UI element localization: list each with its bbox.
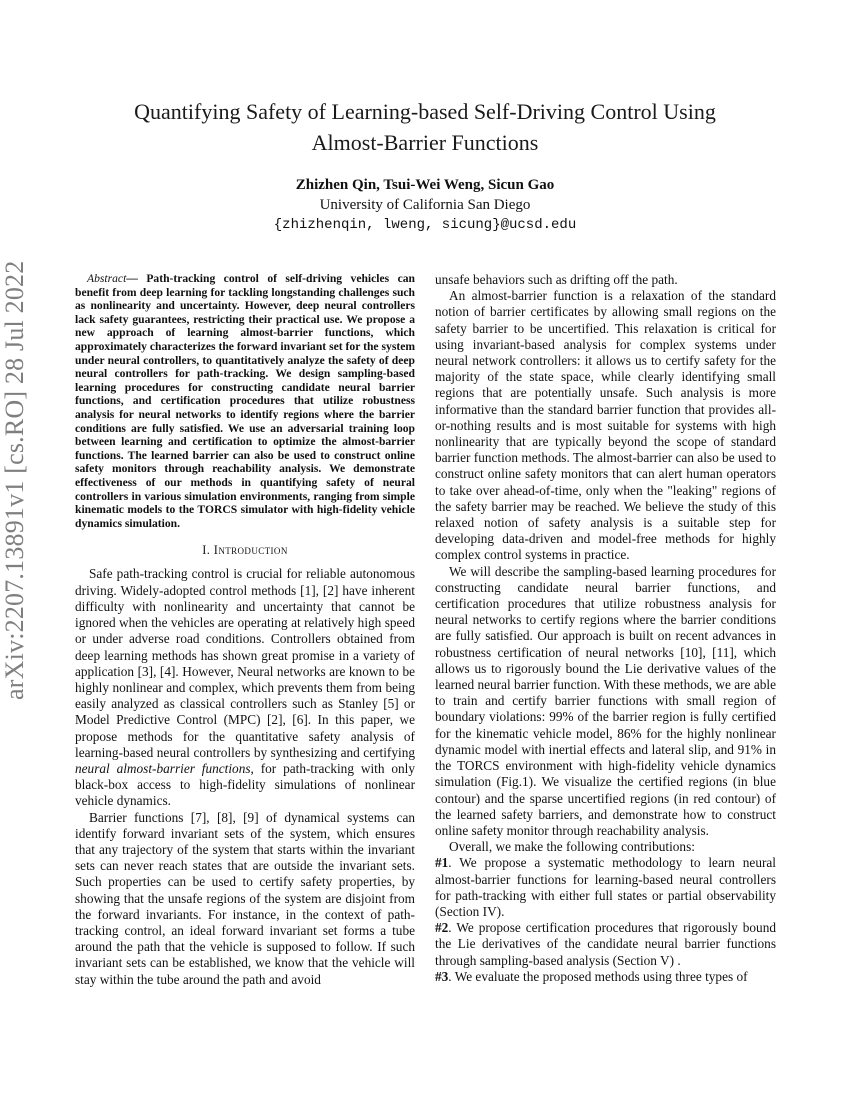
intro-paragraph-2: Barrier functions [7], [8], [9] of dynamical systems can identify forward invariant sets of the system, which ensures that any trajectory of the system that starts within the invariant sets can never reach states that are outside the invariant sets. Such properties can be used to certify safety properties, by showing that the unsafe regions of the system are disjoint from the forward invariants. For instance, in the context of path-tracking control, an ideal forward invariant set forms a tube around the path that the vehicle is supposed to follow. If such invariant sets can be established, we know that the vehicle will stay within the tube around the path and avoid [75, 809, 415, 987]
intro-p1-text-end: , for path-tracking with only black-box access to high-fidelity simulations of nonlinear vehicle dynamics. [75, 760, 415, 809]
intro-paragraph-5: Overall, we make the following contributions: [449, 839, 695, 855]
contribution-1-number: #1 [435, 855, 449, 871]
author-emails: {zhizhenqin, lweng, sicung}@ucsd.edu [273, 217, 577, 233]
title-line-2: Almost-Barrier Functions [311, 130, 539, 155]
abstract-label: Abstract [87, 272, 127, 285]
intro-p1-emphasis: neural almost-barrier functions [75, 760, 251, 776]
intro-p1-text: Safe path-tracking control is crucial for reliable autonomous driving. Widely-adopted control methods [1], [2] have inherent difficulty with nonlinearity and uncertainty that cannot be ignored when the vehicles are operating at relatively high speed or under adverse road conditions. Controllers obtained from deep learning methods has shown great promise in a variety of application [3], [4]. However, Neural networks are known to be highly nonlinear and complex, which prevents them from being easily analyzed as classical controllers such as Stanley [5] or Model Predictive Control (MPC) [2], [6]. In this paper, we propose methods for the quantitative safety analysis of learning-based neural controllers by synthesizing and certifying [75, 566, 415, 760]
contribution-1-text: . We propose a systematic methodology to learn neural almost-barrier functions for learning-based neural controllers for path-tracking with either full states or partial observability (Section IV). [435, 855, 776, 919]
section-number: I. [202, 543, 211, 558]
contribution-2 [435, 920, 776, 969]
author-block [0, 175, 850, 235]
contribution-3 [435, 969, 776, 985]
intro-paragraph-3: An almost-barrier function is a relaxation of the standard notion of barrier certificates by allowing small regions on the safety barrier to be uncertified. This relaxation is critical for using invariant-based analysis for complex systems under neural network controllers: it allows us to certify safety for the majority of the state space, while clearly identifying small regions that are potentially unsafe. Such analysis is more informative than the standard barrier function that provides all-or-nothing results and is most suitable for systems with high nonlinearity that are typically beyond the scope of standard barrier function methods. The almost-barrier can also be used to construct online safety monitors that can alert human operators to take over ahead-of-time, only when the "leaking" regions of the safety barrier may be reached. We believe the study of this relaxed notion of safety analysis is a suitable step for developing data-driven and model-free methods for highly complex control systems in practice. [435, 288, 776, 563]
section-title: Introduction [213, 543, 288, 558]
author-names: Zhizhen Qin, Tsui-Wei Weng, Sicun Gao [295, 177, 555, 193]
abstract [75, 272, 415, 530]
contribution-3-number: #3 [435, 968, 449, 984]
contribution-3-text: . We evaluate the proposed methods using three types of [448, 968, 748, 984]
contribution-2-number: #2 [435, 920, 449, 936]
contribution-2-text: . We propose certification procedures that rigorously bound the Lie derivatives of the candidate neural barrier functions through sampling-based analysis (Section V) . [435, 920, 776, 968]
paper-title [80, 96, 770, 158]
right-column [435, 272, 776, 985]
contribution-1 [435, 855, 776, 920]
abstract-text: — Path-tracking control of self-driving vehicles can benefit from deep learning for tackling longstanding challenges such as nonlinearity and uncertainty. However, deep neural controllers lack safety guarantees, restricting their practical use. We propose a new approach of learning almost-barrier functions, which approximately characterizes the forward invariant set for the system under neural controllers, to quantitatively analyze the safety of deep neural controllers for path-tracking. We design sampling-based learning procedures for constructing candidate neural barrier functions, and certification procedures that utilize robustness analysis for neural networks to identify regions where the barrier conditions are fully satisfied. We use an adversarial training loop between learning and certification to optimize the almost-barrier functions. The learned barrier can also be used to construct online safety monitors through reachability analysis. We demonstrate effectiveness of our methods in quantifying safety of neural controllers in various simulation environments, ranging from simple kinematic models to the TORCS simulator with high-fidelity vehicle dynamics simulation. [75, 272, 415, 530]
affiliation: University of California San Diego [319, 197, 531, 213]
arxiv-stamp: arXiv:2207.13891v1 [cs.RO] 28 Jul 2022 [0, 260, 29, 700]
intro-paragraph-2-continued: unsafe behaviors such as drifting off the path. [435, 272, 678, 287]
left-column [75, 272, 415, 988]
title-line-1: Quantifying Safety of Learning-based Self-Driving Control Using [134, 99, 716, 124]
section-heading-introduction [75, 542, 415, 558]
intro-paragraph-4: We will describe the sampling-based learning procedures for constructing candidate neural barrier functions, and certification procedures that utilize robustness analysis for neural networks to certify regions where the barrier conditions are fully satisfied. Our approach is built on recent advances in robustness certification of neural networks [10], [11], which allows us to rigorously bound the Lie derivative values of the learned neural barrier function. With these methods, we are able to train and certify barrier functions with small region of boundary violations: 99% of the barrier region is fully certified for the kinematic vehicle model, 86% for the highly nonlinear dynamic model with inertial effects and lateral slip, and 91% in the TORCS environment with high-fidelity vehicle dynamics simulation (Fig.1). We visualize the certified regions (in blue contour) and the sparse uncertified regions (in red contour) of the learned safety barriers, and demonstrate how to construct online safety monitor through reachability analysis. [435, 563, 776, 838]
intro-paragraph-1 [75, 566, 415, 809]
